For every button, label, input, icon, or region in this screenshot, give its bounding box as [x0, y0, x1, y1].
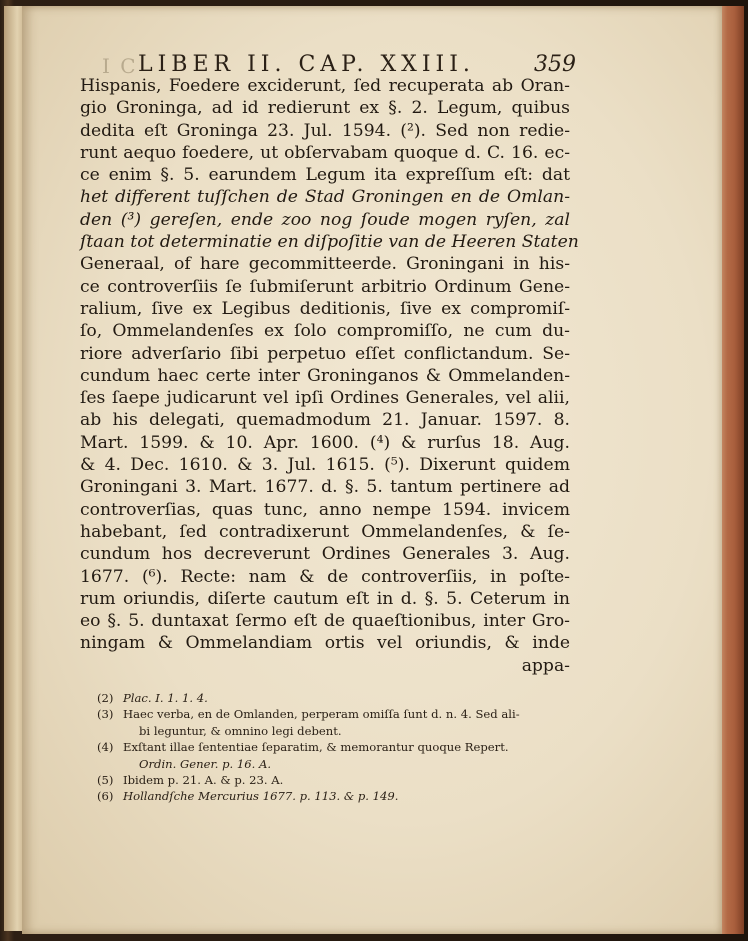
text-line-dutch-quote: het different tuſſchen de Stad Groningen en de Omlan-: [80, 187, 570, 208]
footnote-continuation: [97, 723, 569, 739]
text-line: ce enim §. 5. earundem Legum ita expreſſum eſt: dat: [80, 165, 570, 186]
text-line-dutch-quote: den (³) gereſen, ende zoo nog ſoude mogen ryſen, zal: [80, 209, 570, 230]
footnote: [97, 788, 569, 804]
text-line: controverſias, quas tunc, anno nempe 1594. invicem: [80, 499, 570, 520]
footnote-text: Ibidem p. 21. A. & p. 23. A.: [123, 773, 284, 788]
footnote-text: bi leguntur, & omnino legi debent.: [139, 723, 342, 738]
text-line: rum oriundis, diſerte cautum eſt in d. §. 5. Ceterum in: [80, 588, 570, 609]
catchword: appa-: [521, 655, 570, 676]
footnote-number: (4): [97, 740, 114, 755]
text-line: Generaal, of hare gecommitteerde. Groningani in his-: [80, 254, 570, 275]
footnote: [97, 739, 569, 755]
text-line: ningam & Ommelandiam ortis vel oriundis, & inde: [80, 633, 570, 654]
text-line: ſes ſaepe judicarunt vel ipſi Ordines Generales, vel alii,: [80, 388, 570, 409]
text-line-dutch-quote: ſtaan tot determinatie en diſpoſitie van de Heeren Staten: [80, 232, 579, 253]
text-line: gio Groninga, ad id redierunt ex §. 2. Legum, quibus: [80, 98, 570, 119]
header-title: LIBER II. CAP. XXIII.: [138, 52, 475, 77]
footnote-number: (5): [97, 773, 114, 788]
footnote-text: Haec verba, en de Omlanden, perperam omiſſa ſunt d. n. 4. Sed ali-: [123, 707, 520, 722]
text-line: runt aequo foedere, ut obſervabam quoque d. C. 16. ec-: [80, 142, 570, 163]
text-line: Hispanis, Foedere exciderunt, ſed recuperata ab Oran-: [80, 76, 570, 96]
text-line: ralium, ſive ex Legibus deditionis, ſive ex compromiſ-: [80, 298, 570, 319]
footnote: [97, 690, 569, 706]
text-line: ab his delegati, quemadmodum 21. Januar. 1597. 8.: [80, 410, 570, 431]
page-number: 359: [534, 52, 576, 77]
text-line: cundum hos decreverunt Ordines Generales 3. Aug.: [80, 544, 570, 565]
footnote: [97, 772, 569, 788]
footnote-continuation: [97, 756, 569, 772]
book-fore-edge: [720, 6, 744, 934]
text-line: 1677. (⁶). Recte: nam & de controverſiis, in poſte-: [80, 566, 570, 587]
text-line: & 4. Dec. 1610. & 3. Jul. 1615. (⁵). Dixerunt quidem: [80, 455, 570, 476]
text-line: eo §. 5. duntaxat ſermo eſt de quaeſtionibus, inter Gro-: [80, 611, 570, 632]
footnote-number: (2): [97, 691, 114, 705]
footnote-text: Plac. I. 1. 1. 4.: [123, 691, 208, 705]
text-line: riore adverſario ſibi perpetuo eſſet conflictandum. Se-: [80, 343, 570, 364]
footnote: [97, 706, 569, 722]
footnote-text: Exſtant illae ſententiae ſeparatim, & memorantur quoque Repert.: [123, 740, 509, 755]
text-line: dedita eſt Groninga 23. Jul. 1594. (²). Sed non redie-: [80, 120, 570, 141]
footnote-text: Ordin. Gener. p. 16. A.: [139, 756, 272, 771]
text-line: ſo, Ommelandenſes ex ſolo compromiſſo, ne cum du-: [80, 321, 570, 342]
text-line: ce controverſiis ſe ſubmiſerunt arbitrio Ordinum Gene-: [80, 276, 570, 297]
footnote-number: (6): [97, 789, 114, 804]
main-text-block: [80, 75, 579, 677]
text-line: habebant, ſed contradixerunt Ommelandenſes, & ſe-: [80, 521, 570, 542]
text-line: Groningani 3. Mart. 1677. d. §. 5. tantum pertinere ad: [80, 477, 570, 498]
footnotes: [97, 690, 569, 805]
text-line: cundum haec certe inter Groninganos & Ommelanden-: [80, 365, 570, 386]
header-bleed-mark: I C: [102, 54, 138, 78]
footnote-number: (3): [97, 707, 114, 722]
footnote-text: Hollandſche Mercurius 1677. p. 113. & p. 149.: [123, 789, 399, 804]
text-line: Mart. 1599. & 10. Apr. 1600. (⁴) & rurſus 18. Aug.: [80, 432, 570, 453]
